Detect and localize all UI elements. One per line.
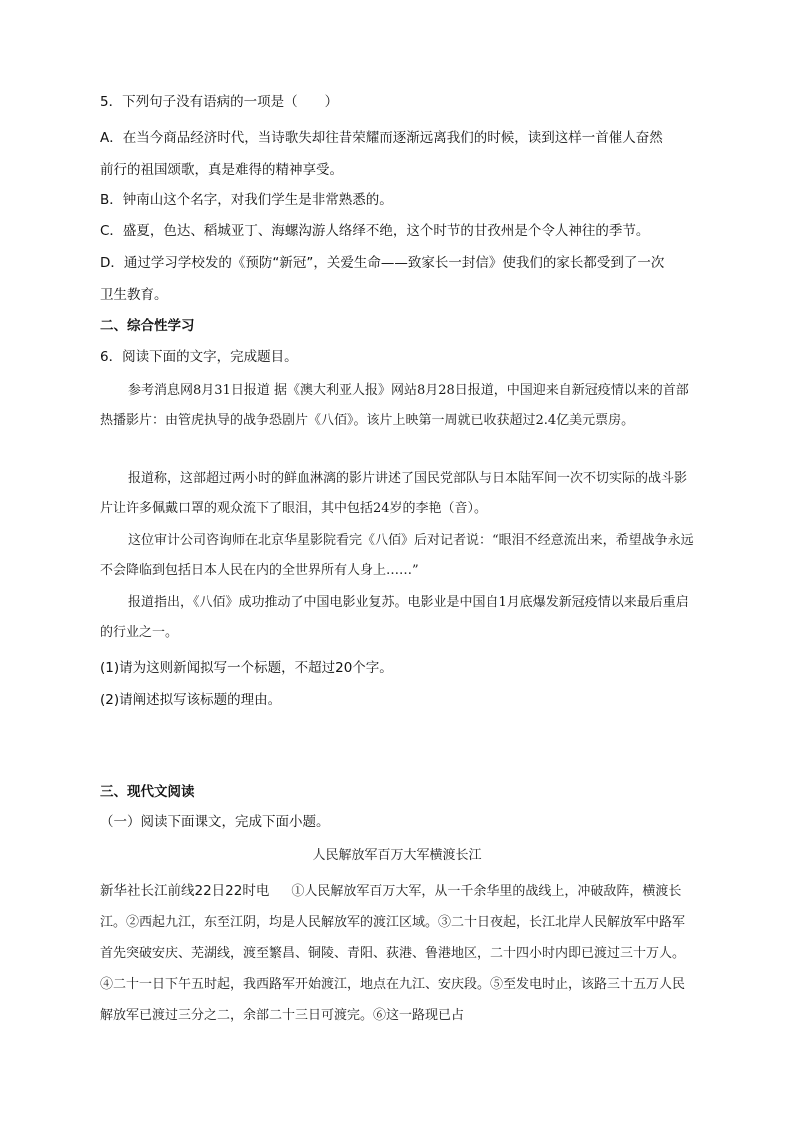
news-paragraph-2: 报道称，这部超过两小时的鲜血淋漓的影片讲述了国民党部队与日本陆军间一次不切实际的战斗影片让许多佩戴口罩的观众流下了眼泪，其中包括24岁的李艳（音）。 — [100, 471, 688, 516]
article-title: 人民解放军百万大军横渡长江 — [312, 848, 482, 863]
section3-part-intro: （一）阅读下面课文，完成下面小题。 — [100, 814, 330, 830]
question5-option-d-line2: 卫生教育。 — [100, 287, 168, 303]
article-dateline: 新华社长江前线22日22时电 — [100, 883, 270, 899]
question6-sub-1: (1)请为这则新闻拟写一个标题，不超过20个字。 — [100, 660, 393, 676]
question5-option-a-line2: 前行的祖国颂歌，真是难得的精神享受。 — [100, 162, 343, 178]
question5-option-c: C．盛夏，色达、稻城亚丁、海螺沟游人络绎不绝，这个时节的甘孜州是个令人神往的季节。 — [100, 223, 650, 239]
article-body — [100, 876, 694, 1031]
news-paragraph-1: 参考消息网8月31日报道 据《澳大利亚人报》网站8月28日报道，中国迎来自新冠疫情以来的首部热播影片：由管虎执导的战争恐剧片《八佰》。该片上映第一周就已收获超过2.4亿美元票房。 — [100, 383, 689, 428]
question5-stem: 5．下列句子没有语病的一项是（ ） — [100, 94, 339, 110]
article-body-text: ①人民解放军百万大军，从一千余华里的战线上，冲破敌阵，横渡长江。②西起九江，东至江阴，均是人民解放军的渡江区域。③二十日夜起，长江北岸人民解放军中路军首先突破安庆、芜湖线，渡至繁昌、铜陵、青阳、荻港、鲁港地区，二十四小时内即已渡过三十万人。④二十一日下午五时起，我西路军开始渡江，地点在九江、安庆段。⑤至发电时止，该路三十五万人民解放军已渡过三分之二，余部二十三日可渡完。⑥这一路现已占 — [100, 884, 686, 1023]
section2-heading: 二、综合性学习 — [100, 318, 195, 334]
question6-sub-2: (2)请阐述拟写该标题的理由。 — [100, 692, 282, 708]
question5-option-b: B．钟南山这个名字，对我们学生是非常熟悉的。 — [100, 192, 393, 208]
question5-option-a-line1: A．在当今商品经济时代，当诗歌失却往昔荣耀而逐渐远离我们的时候，读到这样一首催人奋然 — [100, 130, 663, 146]
news-paragraph-3: 这位审计公司咨询师在北京华星影院看完《八佰》后对记者说：“眼泪不经意流出来，希望战争永远不会降临到包括日本人民在内的全世界所有人身上……” — [100, 533, 694, 578]
news-paragraph-4: 报道指出，《八佰》成功推动了中国电影业复苏。电影业是中国自1月底爆发新冠疫情以来最后重启的行业之一。 — [100, 595, 689, 640]
question6-stem: 6．阅读下面的文字，完成题目。 — [100, 349, 298, 365]
section3-heading: 三、现代文阅读 — [100, 784, 195, 800]
question5-option-d-line1: D．通过学习学校发的《预防“新冠”，关爱生命——致家长一封信》使我们的家长都受到了一次 — [100, 255, 665, 271]
